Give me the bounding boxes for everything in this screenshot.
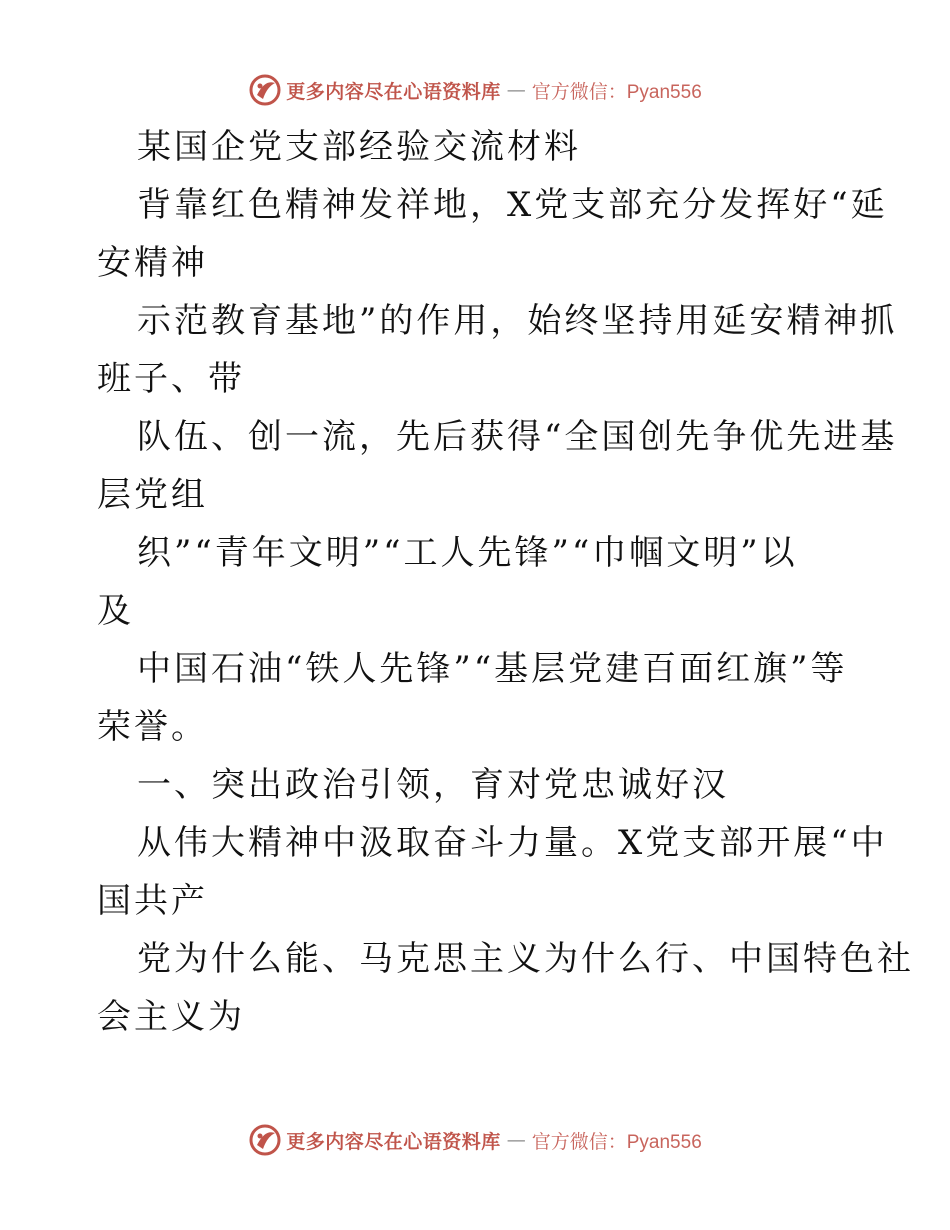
banner-brand-text: 更多内容尽在心语资料库 [286,80,501,103]
doc-line: 班子、带 [97,359,245,399]
doc-line: 层党组 [97,475,208,515]
doc-line: 队伍、创一流，先后获得“全国创先争优先进基 [137,417,898,457]
doc-line: 党为什么能、马克思主义为什么行、中国特色社 [137,939,914,979]
brand-logo-icon [248,1123,282,1157]
banner-dash: — [506,1129,526,1151]
doc-line: 背靠红色精神发祥地，X党支部充分发挥好“延 [137,185,888,225]
doc-line: 织”“青年文明”“工人先锋”“巾帼文明”以 [137,533,798,573]
banner-wechat-text: 官方微信：Pyan556 [531,81,702,103]
header-banner [0,72,950,108]
section-heading: 一、突出政治引领，育对党忠诚好汉 [137,765,729,805]
doc-line: 安精神 [97,243,208,283]
footer-banner [0,1122,950,1158]
doc-title: 某国企党支部经验交流材料 [137,127,581,167]
doc-line: 荣誉。 [97,707,208,747]
doc-line: 国共产 [97,881,208,921]
banner-wechat-text: 官方微信：Pyan556 [531,1131,702,1153]
banner-dash: — [506,79,526,101]
doc-line: 会主义为 [97,997,245,1037]
doc-line: 及 [97,591,134,631]
doc-line: 中国石油“铁人先锋”“基层党建百面红旗”等 [137,649,848,689]
brand-logo-icon [248,73,282,107]
doc-line: 示范教育基地”的作用，始终坚持用延安精神抓 [137,301,898,341]
banner-brand-text: 更多内容尽在心语资料库 [286,1130,501,1153]
doc-line: 从伟大精神中汲取奋斗力量。X党支部开展“中 [137,823,888,863]
document-body [97,118,914,1046]
